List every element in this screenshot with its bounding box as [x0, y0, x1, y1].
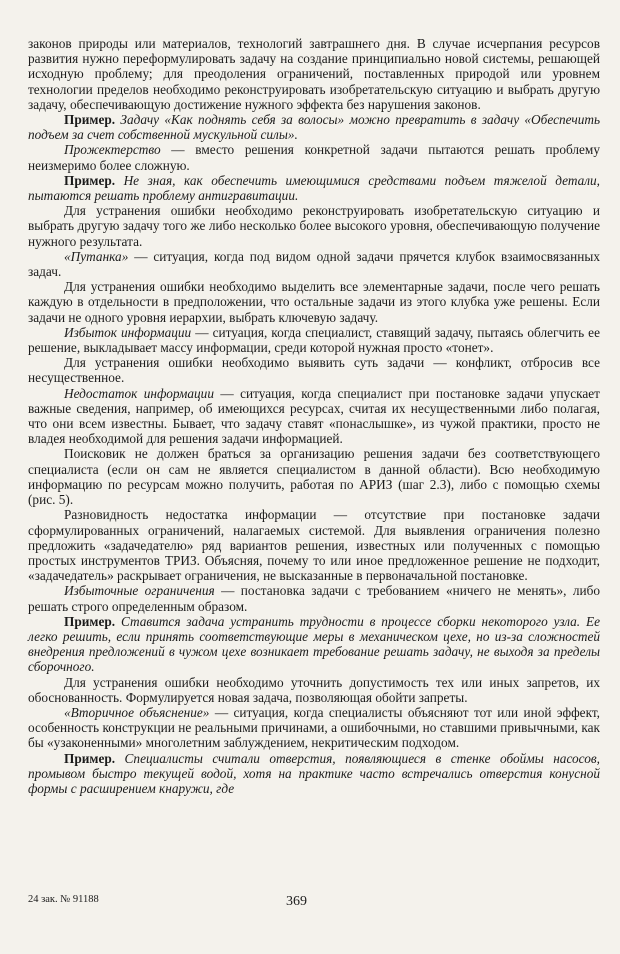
printer-signature: 24 зак. № 91188	[28, 894, 99, 905]
term-name: «Вторичное объяснение»	[64, 704, 210, 720]
example-text: Не зная, как обеспечить имеющимися средствами подъем тяжелой детали, пытаются решать проблему антигравитации.	[28, 172, 600, 204]
term-paragraph	[28, 249, 600, 279]
term-definition: — ситуация, когда специалист при постановке задачи упускает важные сведения, например, об имеющихся ресурсах, считая их несущественными либо полагая, что они всем известны. Бывает, что задачу ставят «понаслышке», из чужой практики, просто не владея необходимой для решения задачи информацией.	[28, 385, 600, 447]
example-label: Пример.	[64, 613, 116, 629]
page-body	[28, 36, 600, 796]
example-text: Ставится задача устранить трудности в процессе сборки некоторого узла. Ее легко решить, если принять соответствующие меры в механическом цехе, но из-за сложностей внедрения предложений в чужом цехе возникает требование решать задачу, не выходя за пределы сборочного.	[28, 613, 601, 675]
term-name: Недостаток информации	[64, 385, 214, 401]
paragraph: законов природы или материалов, технологий завтрашнего дня. В случае исчерпания ресурсов развития нужно переформулировать задачу на создание принципиально новой системы, решающей исходную проблему; для преодоления ограничений, поставленных природой или уровнем технологии пределов необходимо реконструировать изобретательскую ситуацию и выбрать другую задачу, обеспечивающую достижение нужного эффекта без нарушения законов.	[28, 36, 600, 112]
example-paragraph	[28, 173, 600, 203]
paragraph: Для устранения ошибки необходимо реконструировать изобретательскую ситуацию и выбрать другую задачу того же либо несколько более высокого уровня, обеспечивающую получение нужного результата.	[28, 203, 600, 249]
example-label: Пример.	[64, 112, 116, 128]
example-text: Специалисты считали отверстия, появляющиеся в стенке обоймы насосов, промывом быстро текущей водой, хотя на практике часто встречались отверстия конусной формы с расширением кнаружи, где	[28, 750, 600, 796]
paragraph: Для устранения ошибки необходимо выделить все элементарные задачи, после чего решать каждую в отдельности в предположении, что остальные задачи из этого клубка уже решены. Если задачи не одного уровня иерархии, выбрать ключевую задачу.	[28, 279, 600, 325]
paragraph: Для устранения ошибки необходимо уточнить допустимость тех или иных запретов, их обоснованность. Формулируется новая задача, позволяющая обойти запреты.	[28, 674, 600, 705]
example-paragraph	[28, 112, 600, 142]
term-name: Прожектерство	[64, 142, 161, 158]
term-definition: — ситуация, когда специалисты объясняют тот или иной эффект, особенность конструкции не реальными причинами, а ошибочными, но ставшими привычными, как бы «узаконенными» многолетним заблуждением, некритическим подходом.	[28, 704, 601, 751]
term-name: «Путанка»	[64, 248, 129, 264]
example-paragraph	[28, 614, 600, 675]
term-definition: — ситуация, когда под видом одной задачи прячется клубок взаимосвязанных задач.	[28, 248, 600, 280]
paragraph: Разновидность недостатка информации — отсутствие при постановке задачи сформулированных ограничений, налагаемых системой. Для выявления ограничения полезно предложить «задачедателю» ряд вариантов решения, известных или полученных с помощью простых инструментов ТРИЗ. Объясняя, почему то или иное предложенное решение не подходит, «задачедатель» раскрывает ограничения, не высказанные в первоначальной постановке.	[28, 507, 600, 584]
example-label: Пример.	[64, 172, 116, 188]
example-label: Пример.	[64, 750, 116, 766]
paragraph: Для устранения ошибки необходимо выявить суть задачи — конфликт, отбросив все несущественное.	[28, 355, 600, 386]
term-paragraph	[28, 386, 600, 447]
paragraph: Поисковик не должен браться за организацию решения задачи без соответствующего специалиста (если он сам не является специалистом в данной области). Всю необходимую информацию по ресурсам можно получить, работая по АРИЗ (шаг 2.3), либо с помощью схемы (рис. 5).	[28, 446, 600, 508]
term-definition: — вместо решения конкретной задачи пытаются решать проблему неизмеримо более сложную.	[28, 142, 600, 173]
term-definition: — ситуация, когда специалист, ставящий задачу, пытаясь облегчить ее решение, выкладывает массу информации, среди которой нужная просто «тонет».	[28, 324, 600, 356]
term-paragraph	[28, 583, 600, 613]
page-footer	[28, 894, 600, 914]
term-name: Избыток информации	[64, 324, 192, 340]
term-paragraph	[28, 705, 600, 751]
term-paragraph	[28, 325, 600, 355]
term-name: Избыточные ограничения	[64, 583, 215, 599]
page-number: 369	[286, 894, 307, 909]
example-paragraph	[28, 751, 600, 797]
term-definition: — постановка задачи с требованием «ничего не менять», либо решать строго определенным образом.	[28, 583, 600, 614]
term-paragraph	[28, 142, 600, 172]
example-text: Задачу «Как поднять себя за волосы» можно превратить в задачу «Обеспечить подъем за счет собственной мускульной силы».	[28, 112, 600, 143]
